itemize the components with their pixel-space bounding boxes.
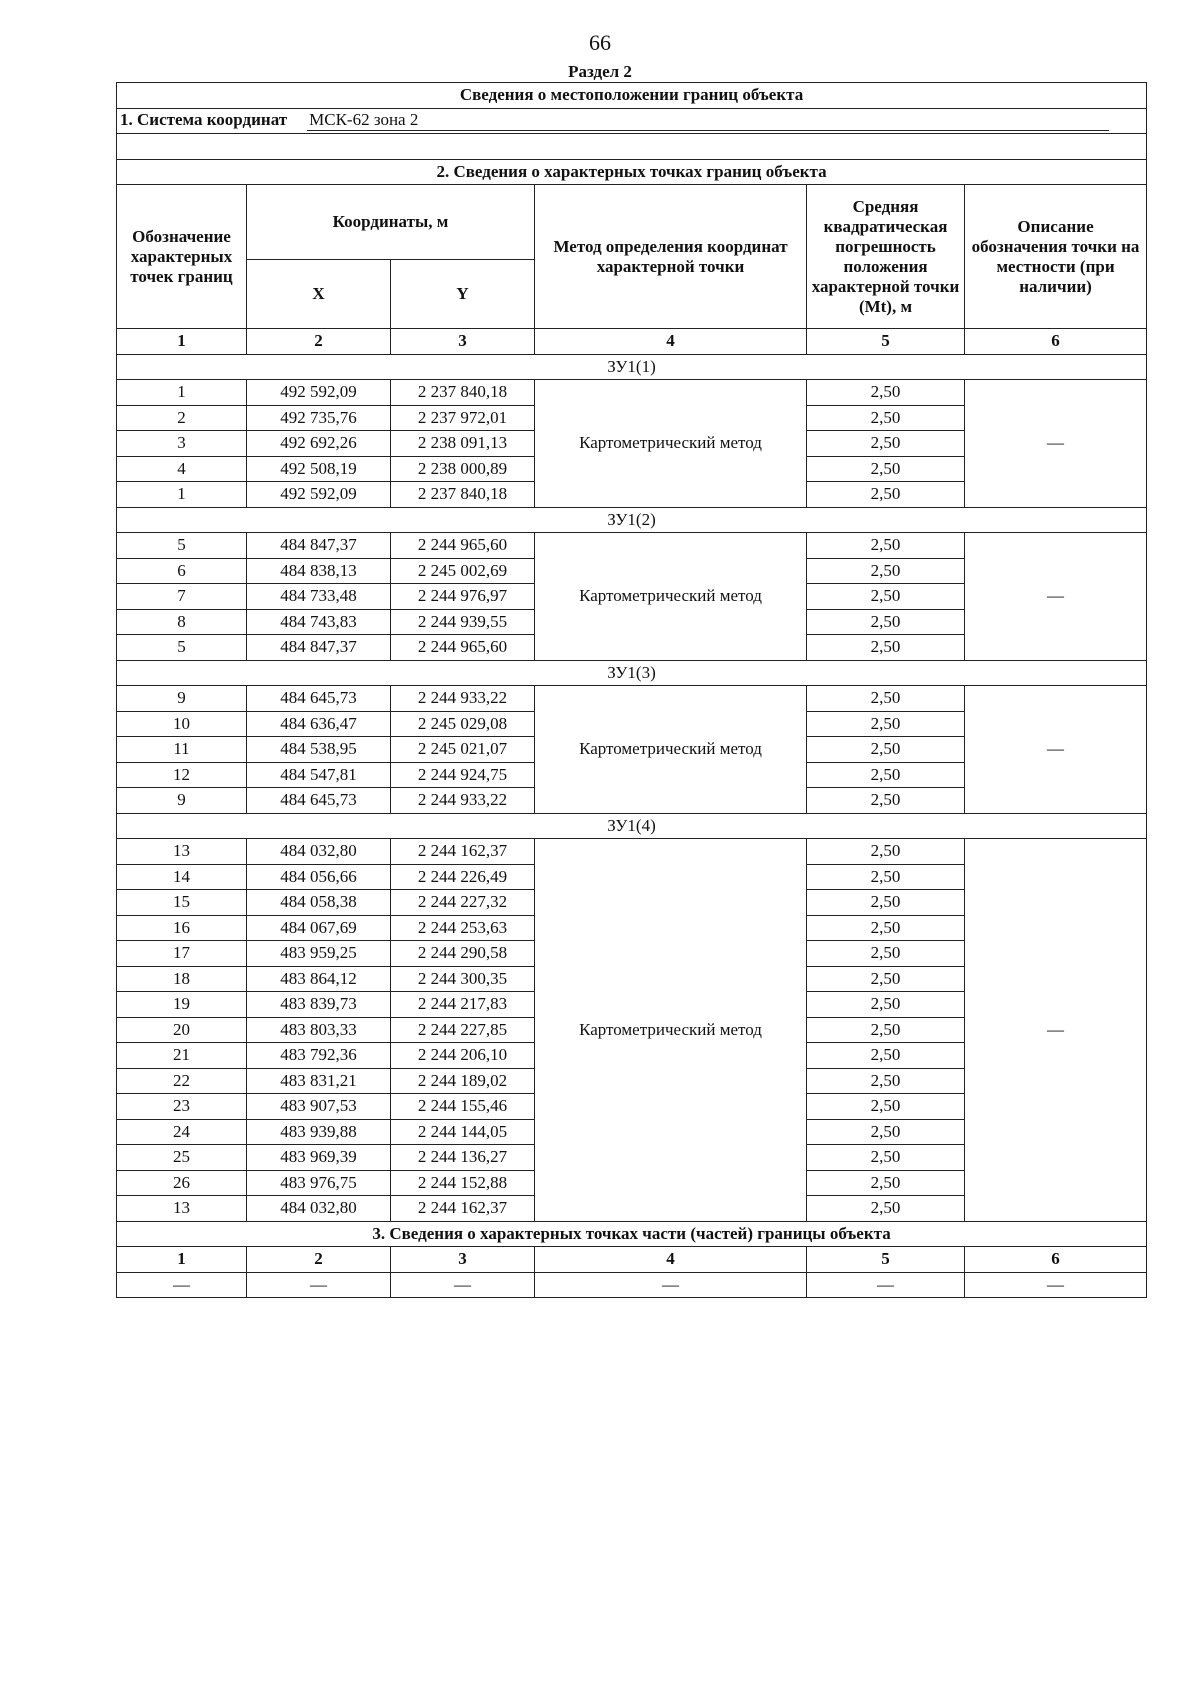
point-y: 2 237 840,18 xyxy=(391,380,535,406)
header-coordinates: Координаты, м xyxy=(247,185,535,260)
point-y: 2 245 002,69 xyxy=(391,558,535,584)
point-y: 2 244 939,55 xyxy=(391,609,535,635)
point-y: 2 244 933,22 xyxy=(391,686,535,712)
section3-title: 3. Сведения о характерных точках части (частей) границы объекта xyxy=(117,1221,1147,1247)
col-number: 3 xyxy=(391,1247,535,1273)
group-name: ЗУ1(2) xyxy=(117,507,1147,533)
point-y: 2 244 924,75 xyxy=(391,762,535,788)
col-number: 6 xyxy=(965,1247,1147,1273)
col-number: 4 xyxy=(535,1247,807,1273)
method-cell: Картометрический метод xyxy=(535,533,807,661)
point-y: 2 244 162,37 xyxy=(391,1196,535,1222)
point-y: 2 237 840,18 xyxy=(391,482,535,508)
point-error: 2,50 xyxy=(807,762,965,788)
point-number: 13 xyxy=(117,839,247,865)
point-y: 2 244 136,27 xyxy=(391,1145,535,1171)
point-number: 7 xyxy=(117,584,247,610)
section2-title: 2. Сведения о характерных точках границ объекта xyxy=(117,159,1147,185)
col-number: 3 xyxy=(391,329,535,355)
point-number: 12 xyxy=(117,762,247,788)
point-x: 484 645,73 xyxy=(247,686,391,712)
col-number: 1 xyxy=(117,1247,247,1273)
point-number: 21 xyxy=(117,1043,247,1069)
point-y: 2 244 206,10 xyxy=(391,1043,535,1069)
point-number: 1 xyxy=(117,380,247,406)
point-number: 4 xyxy=(117,456,247,482)
point-x: 483 839,73 xyxy=(247,992,391,1018)
point-x: 483 969,39 xyxy=(247,1145,391,1171)
point-number: 19 xyxy=(117,992,247,1018)
point-y: 2 244 290,58 xyxy=(391,941,535,967)
point-y: 2 244 155,46 xyxy=(391,1094,535,1120)
point-y: 2 244 227,32 xyxy=(391,890,535,916)
point-number: 15 xyxy=(117,890,247,916)
point-error: 2,50 xyxy=(807,456,965,482)
point-y: 2 244 152,88 xyxy=(391,1170,535,1196)
point-x: 483 792,36 xyxy=(247,1043,391,1069)
point-error: 2,50 xyxy=(807,686,965,712)
header-method: Метод определения координат характерной точки xyxy=(535,185,807,329)
empty-value: — xyxy=(247,1272,391,1298)
point-number: 26 xyxy=(117,1170,247,1196)
point-x: 483 907,53 xyxy=(247,1094,391,1120)
point-y: 2 244 227,85 xyxy=(391,1017,535,1043)
group-name: ЗУ1(1) xyxy=(117,354,1147,380)
point-x: 483 939,88 xyxy=(247,1119,391,1145)
point-y: 2 244 253,63 xyxy=(391,915,535,941)
group-row xyxy=(117,507,1147,533)
empty-value: — xyxy=(117,1272,247,1298)
point-x: 483 976,75 xyxy=(247,1170,391,1196)
point-number: 3 xyxy=(117,431,247,457)
empty-value: — xyxy=(965,1272,1147,1298)
point-x: 492 508,19 xyxy=(247,456,391,482)
header-description: Описание обозначения точки на местности (при наличии) xyxy=(965,185,1147,329)
point-number: 5 xyxy=(117,635,247,661)
col-number: 2 xyxy=(247,329,391,355)
point-error: 2,50 xyxy=(807,431,965,457)
point-x: 492 692,26 xyxy=(247,431,391,457)
point-x: 483 864,12 xyxy=(247,966,391,992)
point-error: 2,50 xyxy=(807,1068,965,1094)
col-number: 2 xyxy=(247,1247,391,1273)
point-error: 2,50 xyxy=(807,1017,965,1043)
point-number: 24 xyxy=(117,1119,247,1145)
point-x: 484 733,48 xyxy=(247,584,391,610)
description-cell: — xyxy=(965,533,1147,661)
point-y: 2 238 000,89 xyxy=(391,456,535,482)
col-number: 6 xyxy=(965,329,1147,355)
table-row xyxy=(117,533,1147,559)
point-x: 492 592,09 xyxy=(247,380,391,406)
point-x: 484 538,95 xyxy=(247,737,391,763)
table-row xyxy=(117,380,1147,406)
point-y: 2 244 162,37 xyxy=(391,839,535,865)
col-number: 1 xyxy=(117,329,247,355)
description-cell: — xyxy=(965,686,1147,814)
point-x: 484 547,81 xyxy=(247,762,391,788)
point-y: 2 238 091,13 xyxy=(391,431,535,457)
point-x: 492 735,76 xyxy=(247,405,391,431)
point-error: 2,50 xyxy=(807,1170,965,1196)
description-cell: — xyxy=(965,380,1147,508)
point-error: 2,50 xyxy=(807,558,965,584)
header-x: X xyxy=(247,260,391,329)
point-x: 483 831,21 xyxy=(247,1068,391,1094)
group-row xyxy=(117,813,1147,839)
section-title: Раздел 2 xyxy=(568,62,632,81)
point-error: 2,50 xyxy=(807,1043,965,1069)
section3-row xyxy=(117,1221,1147,1247)
point-number: 6 xyxy=(117,558,247,584)
table-row xyxy=(117,686,1147,712)
table-title: Сведения о местоположении границ объекта xyxy=(117,83,1147,109)
point-number: 11 xyxy=(117,737,247,763)
section3-values-row xyxy=(117,1272,1147,1298)
point-x: 483 803,33 xyxy=(247,1017,391,1043)
point-error: 2,50 xyxy=(807,941,965,967)
point-number: 1 xyxy=(117,482,247,508)
point-x: 484 032,80 xyxy=(247,839,391,865)
point-x: 484 067,69 xyxy=(247,915,391,941)
group-name: ЗУ1(4) xyxy=(117,813,1147,839)
point-x: 484 847,37 xyxy=(247,635,391,661)
point-error: 2,50 xyxy=(807,864,965,890)
point-error: 2,50 xyxy=(807,915,965,941)
point-number: 25 xyxy=(117,1145,247,1171)
point-error: 2,50 xyxy=(807,1094,965,1120)
point-number: 20 xyxy=(117,1017,247,1043)
point-number: 9 xyxy=(117,686,247,712)
point-x: 484 058,38 xyxy=(247,890,391,916)
point-number: 13 xyxy=(117,1196,247,1222)
point-number: 14 xyxy=(117,864,247,890)
col-number: 4 xyxy=(535,329,807,355)
point-error: 2,50 xyxy=(807,1196,965,1222)
empty-value: — xyxy=(535,1272,807,1298)
point-error: 2,50 xyxy=(807,635,965,661)
point-number: 5 xyxy=(117,533,247,559)
point-number: 22 xyxy=(117,1068,247,1094)
point-error: 2,50 xyxy=(807,533,965,559)
point-y: 2 244 144,05 xyxy=(391,1119,535,1145)
point-error: 2,50 xyxy=(807,711,965,737)
point-error: 2,50 xyxy=(807,405,965,431)
point-error: 2,50 xyxy=(807,380,965,406)
page-number: 66 xyxy=(589,30,611,55)
section3-col-numbers xyxy=(117,1247,1147,1273)
group-name: ЗУ1(3) xyxy=(117,660,1147,686)
method-cell: Картометрический метод xyxy=(535,686,807,814)
point-number: 10 xyxy=(117,711,247,737)
point-number: 23 xyxy=(117,1094,247,1120)
point-y: 2 244 965,60 xyxy=(391,533,535,559)
point-y: 2 245 029,08 xyxy=(391,711,535,737)
header-y: Y xyxy=(391,260,535,329)
point-y: 2 237 972,01 xyxy=(391,405,535,431)
point-x: 484 032,80 xyxy=(247,1196,391,1222)
point-number: 18 xyxy=(117,966,247,992)
point-error: 2,50 xyxy=(807,1119,965,1145)
point-number: 2 xyxy=(117,405,247,431)
col-number: 5 xyxy=(807,1247,965,1273)
point-x: 483 959,25 xyxy=(247,941,391,967)
point-number: 17 xyxy=(117,941,247,967)
point-number: 16 xyxy=(117,915,247,941)
point-y: 2 244 300,35 xyxy=(391,966,535,992)
point-error: 2,50 xyxy=(807,737,965,763)
header-error: Средняя квадратическая погрешность положения характерной точки (Mt), м xyxy=(807,185,965,329)
point-error: 2,50 xyxy=(807,839,965,865)
header-designation: Обозначение характерных точек границ xyxy=(117,185,247,329)
point-number: 8 xyxy=(117,609,247,635)
point-y: 2 244 965,60 xyxy=(391,635,535,661)
point-error: 2,50 xyxy=(807,482,965,508)
point-y: 2 244 226,49 xyxy=(391,864,535,890)
point-y: 2 244 933,22 xyxy=(391,788,535,814)
spacer xyxy=(117,134,1147,160)
point-x: 484 847,37 xyxy=(247,533,391,559)
empty-value: — xyxy=(391,1272,535,1298)
boundary-table xyxy=(116,82,1147,1298)
point-y: 2 244 976,97 xyxy=(391,584,535,610)
coord-system-label: 1. Система координат xyxy=(120,110,288,130)
point-x: 492 592,09 xyxy=(247,482,391,508)
point-number: 9 xyxy=(117,788,247,814)
point-error: 2,50 xyxy=(807,584,965,610)
group-row xyxy=(117,660,1147,686)
description-cell: — xyxy=(965,839,1147,1222)
point-x: 484 056,66 xyxy=(247,864,391,890)
col-number: 5 xyxy=(807,329,965,355)
point-error: 2,50 xyxy=(807,788,965,814)
point-y: 2 245 021,07 xyxy=(391,737,535,763)
group-row xyxy=(117,354,1147,380)
point-error: 2,50 xyxy=(807,1145,965,1171)
point-y: 2 244 217,83 xyxy=(391,992,535,1018)
point-x: 484 636,47 xyxy=(247,711,391,737)
table-row xyxy=(117,839,1147,865)
point-x: 484 743,83 xyxy=(247,609,391,635)
point-error: 2,50 xyxy=(807,890,965,916)
method-cell: Картометрический метод xyxy=(535,380,807,508)
point-error: 2,50 xyxy=(807,966,965,992)
point-x: 484 838,13 xyxy=(247,558,391,584)
point-error: 2,50 xyxy=(807,992,965,1018)
coord-system-row xyxy=(117,108,1147,134)
method-cell: Картометрический метод xyxy=(535,839,807,1222)
empty-value: — xyxy=(807,1272,965,1298)
point-y: 2 244 189,02 xyxy=(391,1068,535,1094)
point-x: 484 645,73 xyxy=(247,788,391,814)
coord-system-value: МСК-62 зона 2 xyxy=(307,110,1109,131)
point-error: 2,50 xyxy=(807,609,965,635)
